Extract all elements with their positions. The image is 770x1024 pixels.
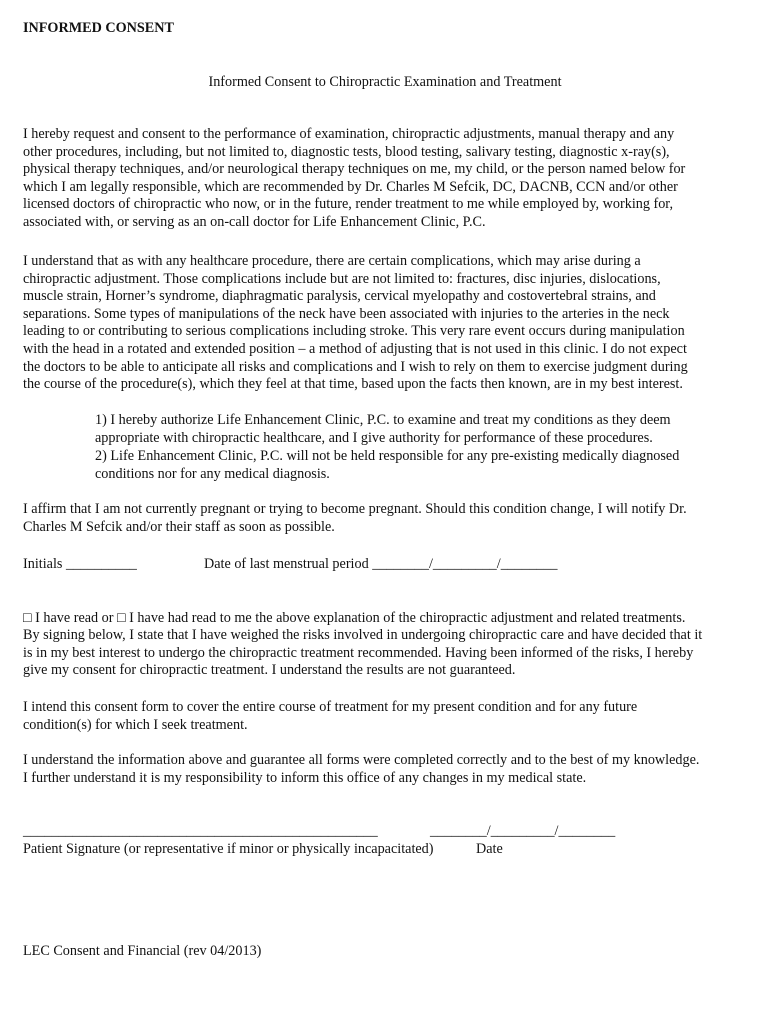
paragraph-complications: I understand that as with any healthcare procedure, there are certain complications, which may arise during a chiropractic adjustment. Those complications include but are not limited to: fractures, disc injuries, dislocations, muscle strain, Horner’s syndrome, diaphragmatic paralysis, cervical myelopathy and costovertebral strains, and separations. Some types of manipulations of the neck have been associated with injuries to the arteries in the neck leading to or contributing to serious complications including stroke. This very rare event occurs during manipulation with the head in a rotated and extended position – a method of adjusting that is not used in this clinic. I do not expect the doctors to be able to anticipate all risks and complications and I wish to rely on them to exercise judgment during the course of the procedure(s), which they feel at that time, based upon the facts then known, are in my best interest. — [23, 253, 688, 393]
authorization-item-2: 2) Life Enhancement Clinic, P.C. will not be held responsible for any pre-existing medically diagnosed conditions nor for any medical diagnosis. — [95, 448, 680, 482]
document-footer: LEC Consent and Financial (rev 04/2013) — [23, 943, 262, 959]
paragraph-pregnancy: I affirm that I am not currently pregnant or trying to become pregnant. Should this condition change, I will notify Dr. Charles M Sefcik and/or their staff as soon as possible. — [23, 501, 687, 535]
authorization-item-1: 1) I hereby authorize Life Enhancement Clinic, P.C. to examine and treat my conditions as they deem appropriate with chiropractic healthcare, and I give authority for performance of these procedures. — [95, 412, 671, 446]
initials-field[interactable]: Initials __________ — [23, 556, 137, 572]
document-heading: INFORMED CONSENT — [23, 20, 174, 36]
paragraph-signing-statement: By signing below, I state that I have weighed the risks involved in undergoing chiropractic care and have decided that it is in my best interest to undergo the chiropractic treatment recommended. Having been informed of the risks, I hereby give my consent for chiropractic treatment. I understand the results are not guaranteed. — [23, 627, 703, 679]
signature-line[interactable]: __________________________________________________ — [23, 823, 378, 839]
paragraph-request-consent: I hereby request and consent to the performance of examination, chiropractic adjustments, manual therapy and any other procedures, including, but not limited to, diagnostic tests, blood testing, salivary testing, diagnostic x-ray(s), physical therapy techniques, and/or neurological therapy techniques on me, my child, or the person named below for which I am legally responsible, which are recommended by Dr. Charles M Sefcik, DC, DACNB, CCN and/or other licensed doctors of chiropractic who now, or in the future, render treatment to me while employed by, working for, associated with, or serving as an on-call doctor for Life Enhancement Clinic, P.C. — [23, 126, 686, 230]
paragraph-course-of-treatment: I intend this consent form to cover the entire course of treatment for my present condition and for any future condition(s) for which I seek treatment. — [23, 699, 638, 733]
signature-row — [23, 823, 753, 863]
signature-label: Patient Signature (or representative if minor or physically incapacitated) — [23, 841, 434, 857]
signature-date-label: Date — [476, 841, 503, 857]
signature-date-line[interactable]: ________/_________/________ — [430, 823, 616, 839]
paragraph-acknowledgement: I understand the information above and guarantee all forms were completed correctly and to the best of my knowledge. I further understand it is my responsibility to inform this office of any changes in my medical state. — [23, 752, 700, 786]
menstrual-date-field[interactable]: Date of last menstrual period ________/_________/________ — [204, 556, 558, 572]
document-subtitle: Informed Consent to Chiropractic Examination and Treatment — [208, 74, 562, 90]
read-acknowledgement-line[interactable]: □ I have read or □ I have had read to me the above explanation of the chiropractic adjustment and related treatments. — [23, 610, 686, 626]
